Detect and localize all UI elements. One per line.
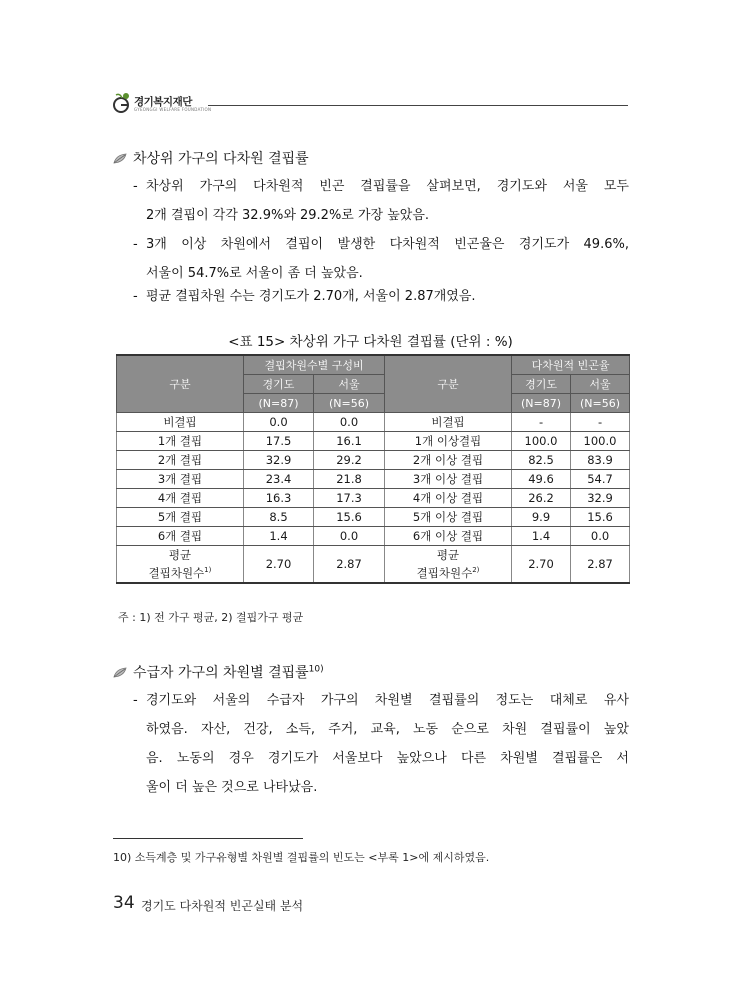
text-run: 다차원적 xyxy=(389,237,440,252)
text-run: 결핍률의 xyxy=(429,693,480,708)
text-run: 노동 xyxy=(413,722,439,737)
text-run: 경기도와 xyxy=(496,179,547,194)
foundation-logo-icon xyxy=(112,92,132,114)
header-category-2: 구분 xyxy=(385,355,512,413)
header-seoul-n-1: (N=56) xyxy=(314,394,385,413)
section2-paragraph-1 xyxy=(133,686,629,802)
text-run: 자산, xyxy=(200,722,231,737)
section-title-1-text: 차상위 가구의 다차원 결핍률 xyxy=(133,151,309,167)
paragraph-line xyxy=(146,282,629,311)
table-row xyxy=(117,451,630,470)
text-run: 서울의 xyxy=(212,693,251,708)
text-run: 차원 xyxy=(502,722,528,737)
table-cell-label2: 3개 이상 결핍 xyxy=(385,470,512,489)
table-cell-gg1: 16.3 xyxy=(244,489,314,508)
table-cell-se2: 100.0 xyxy=(571,432,630,451)
text-run: 이상 xyxy=(181,237,207,252)
text-run: 유사 xyxy=(603,693,629,708)
header-gyeonggi-n-2: (N=87) xyxy=(512,394,571,413)
table-cell-gg2: - xyxy=(512,413,571,432)
table-cell-gg2: 1.4 xyxy=(512,527,571,546)
footer-title: 경기도 다차원적 빈곤실태 분석 xyxy=(141,899,304,913)
header-gyeonggi-n-1: (N=87) xyxy=(244,394,314,413)
header-group-poverty-rate: 다차원적 빈곤율 xyxy=(512,355,630,375)
text-run: 울이 더 높은 것으로 나타났음. xyxy=(146,780,318,795)
table-cell-label1: 6개 결핍 xyxy=(117,527,244,546)
table-cell-gg2: 100.0 xyxy=(512,432,571,451)
table-cell-label2: 2개 이상 결핍 xyxy=(385,451,512,470)
text-run: 서울보다 xyxy=(332,751,383,766)
paragraph-line xyxy=(146,172,629,201)
header-category-1: 구분 xyxy=(117,355,244,413)
header-gyeonggi-1: 경기도 xyxy=(244,375,314,394)
table-cell-gg1: 23.4 xyxy=(244,470,314,489)
header-seoul-n-2: (N=56) xyxy=(571,394,630,413)
text-run: 교육, xyxy=(370,722,400,737)
header-rule xyxy=(208,105,628,106)
table-cell-label2: 5개 이상 결핍 xyxy=(385,508,512,527)
text-run: 순으로 xyxy=(451,722,489,737)
paragraph-line xyxy=(146,230,629,259)
cell-average-se-2: 2.87 xyxy=(571,546,630,584)
table-row xyxy=(117,413,630,432)
table-cell-se2: 83.9 xyxy=(571,451,630,470)
header-seoul-2: 서울 xyxy=(571,375,630,394)
header-seoul-1: 서울 xyxy=(314,375,385,394)
list-dash: - xyxy=(133,693,138,708)
footnote-rule xyxy=(113,838,303,839)
header-group-composition: 결핍차원수별 구성비 xyxy=(244,355,385,375)
table-cell-gg1: 1.4 xyxy=(244,527,314,546)
leaf-bullet-icon xyxy=(113,667,127,678)
header-gyeonggi-2: 경기도 xyxy=(512,375,571,394)
text-run: 결핍률은 xyxy=(552,751,603,766)
paragraph-line xyxy=(146,715,629,744)
text-run: 발생한 xyxy=(337,237,376,252)
list-dash: - xyxy=(133,289,138,304)
cell-average-label-1: 평균 결핍차원수$^{1)}$ xyxy=(117,546,244,584)
text-run: 3개 xyxy=(146,237,167,252)
table-cell-label2: 비결핍 xyxy=(385,413,512,432)
table-cell-gg1: 32.9 xyxy=(244,451,314,470)
table-row xyxy=(117,527,630,546)
text-run: 건강, xyxy=(243,722,273,737)
table-cell-se2: - xyxy=(571,413,630,432)
text-run: 결핍률이 xyxy=(540,722,591,737)
page-header xyxy=(112,92,628,116)
text-run: 결핍률을 xyxy=(360,179,411,194)
text-run: 하였음. xyxy=(146,722,188,737)
footnote: 10) 소득계층 및 가구유형별 차원별 결핍률의 빈도는 <부록 1>에 제시하였음. xyxy=(113,851,490,864)
text-run: 가구의 xyxy=(320,693,359,708)
table-cell-label1: 2개 결핍 xyxy=(117,451,244,470)
table-cell-gg1: 0.0 xyxy=(244,413,314,432)
text-run: 경기도와 xyxy=(146,693,197,708)
text-run: 차원에서 xyxy=(220,237,272,252)
text-run: 49.6%, xyxy=(583,237,629,252)
text-run: 높았으나 xyxy=(396,751,447,766)
text-run: 대체로 xyxy=(549,693,588,708)
footnote-ref-10: 10) xyxy=(308,664,324,675)
cell-average-gg-2: 2.70 xyxy=(512,546,571,584)
section-title-1 xyxy=(113,148,309,168)
table-caption: <표 15> 차상위 가구 다차원 결핍률 (단위 : %) xyxy=(228,334,513,350)
table-cell-se1: 21.8 xyxy=(314,470,385,489)
table-row xyxy=(117,470,630,489)
table-cell-gg2: 82.5 xyxy=(512,451,571,470)
text-run: 소득, xyxy=(285,722,316,737)
table-cell-gg1: 17.5 xyxy=(244,432,314,451)
table-cell-gg1: 8.5 xyxy=(244,508,314,527)
text-run: 주거, xyxy=(328,722,358,737)
org-name: 경기복지재단 xyxy=(134,96,192,108)
deprivation-table xyxy=(116,354,630,584)
text-run: 경우 xyxy=(228,751,254,766)
table-cell-label2: 4개 이상 결핍 xyxy=(385,489,512,508)
text-run: 서 xyxy=(616,751,629,766)
cell-average-gg-1: 2.70 xyxy=(244,546,314,584)
text-run: 서울 xyxy=(562,179,588,194)
list-dash: - xyxy=(133,179,138,194)
section-title-2 xyxy=(113,662,324,682)
section-title-2-text: 수급자 가구의 차원별 결핍률 xyxy=(133,665,309,681)
table-cell-se1: 29.2 xyxy=(314,451,385,470)
text-run: 빈곤 xyxy=(319,179,345,194)
text-run: 차원별 xyxy=(374,693,413,708)
list-dash: - xyxy=(133,237,138,252)
table-cell-se2: 15.6 xyxy=(571,508,630,527)
table-row xyxy=(117,432,630,451)
text-run: 정도는 xyxy=(495,693,534,708)
text-run: 노동의 xyxy=(176,751,215,766)
text-run: 살펴보면, xyxy=(426,179,481,194)
table-cell-gg2: 9.9 xyxy=(512,508,571,527)
text-run: 모두 xyxy=(603,179,629,194)
text-run: 결핍이 xyxy=(285,237,324,252)
table-cell-gg2: 26.2 xyxy=(512,489,571,508)
table-cell-label1: 4개 결핍 xyxy=(117,489,244,508)
table-cell-se2: 0.0 xyxy=(571,527,630,546)
table-note: 주 : 1) 전 가구 평균, 2) 결핍가구 평균 xyxy=(118,611,304,624)
text-run: 경기도가 xyxy=(518,237,570,252)
section1-paragraph-3 xyxy=(133,282,629,311)
table-cell-label1: 3개 결핍 xyxy=(117,470,244,489)
text-run: 다차원적 xyxy=(253,179,304,194)
table-cell-se1: 16.1 xyxy=(314,432,385,451)
table-cell-se1: 0.0 xyxy=(314,527,385,546)
section1-paragraph-1 xyxy=(133,172,629,230)
text-run: 다른 xyxy=(460,751,487,766)
table-cell-gg2: 49.6 xyxy=(512,470,571,489)
paragraph-line xyxy=(146,773,629,802)
table-cell-label2: 6개 이상 결핍 xyxy=(385,527,512,546)
table-cell-se1: 15.6 xyxy=(314,508,385,527)
text-run: 차상위 xyxy=(146,179,184,194)
table-row xyxy=(117,489,630,508)
table-cell-se1: 0.0 xyxy=(314,413,385,432)
org-subtitle: GYEONGGI WELFARE FOUNDATION xyxy=(134,107,212,112)
table-cell-label1: 1개 결핍 xyxy=(117,432,244,451)
leaf-bullet-icon xyxy=(113,153,127,164)
table-cell-label1: 비결핍 xyxy=(117,413,244,432)
paragraph-line xyxy=(146,686,629,715)
text-run: 가구의 xyxy=(199,179,238,194)
section1-paragraph-2 xyxy=(133,230,629,288)
paragraph-line xyxy=(146,744,629,773)
text-run: 수급자 xyxy=(266,693,305,708)
table-cell-se2: 32.9 xyxy=(571,489,630,508)
page-number: 34 xyxy=(113,893,135,913)
table-cell-label1: 5개 결핍 xyxy=(117,508,244,527)
cell-average-se-1: 2.87 xyxy=(314,546,385,584)
table-cell-se1: 17.3 xyxy=(314,489,385,508)
text-run: 음. xyxy=(146,751,163,766)
table-row xyxy=(117,508,630,527)
text-run: 2개 결핍이 각각 32.9%와 29.2%로 가장 높았음. xyxy=(146,208,430,223)
text-run: 서울이 54.7%로 서울이 좀 더 높았음. xyxy=(146,266,363,281)
paragraph-line xyxy=(146,201,629,230)
text-run: 차원별 xyxy=(500,751,538,766)
cell-average-label-2: 평균 결핍차원수$^{2)}$ xyxy=(385,546,512,584)
table-cell-se2: 54.7 xyxy=(571,470,630,489)
text-run: 높았 xyxy=(603,722,629,737)
table-row-average xyxy=(117,546,630,584)
text-run: 빈곤율은 xyxy=(454,237,505,252)
table-cell-label2: 1개 이상결핍 xyxy=(385,432,512,451)
text-run: 평균 결핍차원 수는 경기도가 2.70개, 서울이 2.87개였음. xyxy=(146,289,476,304)
text-run: 경기도가 xyxy=(267,751,319,766)
